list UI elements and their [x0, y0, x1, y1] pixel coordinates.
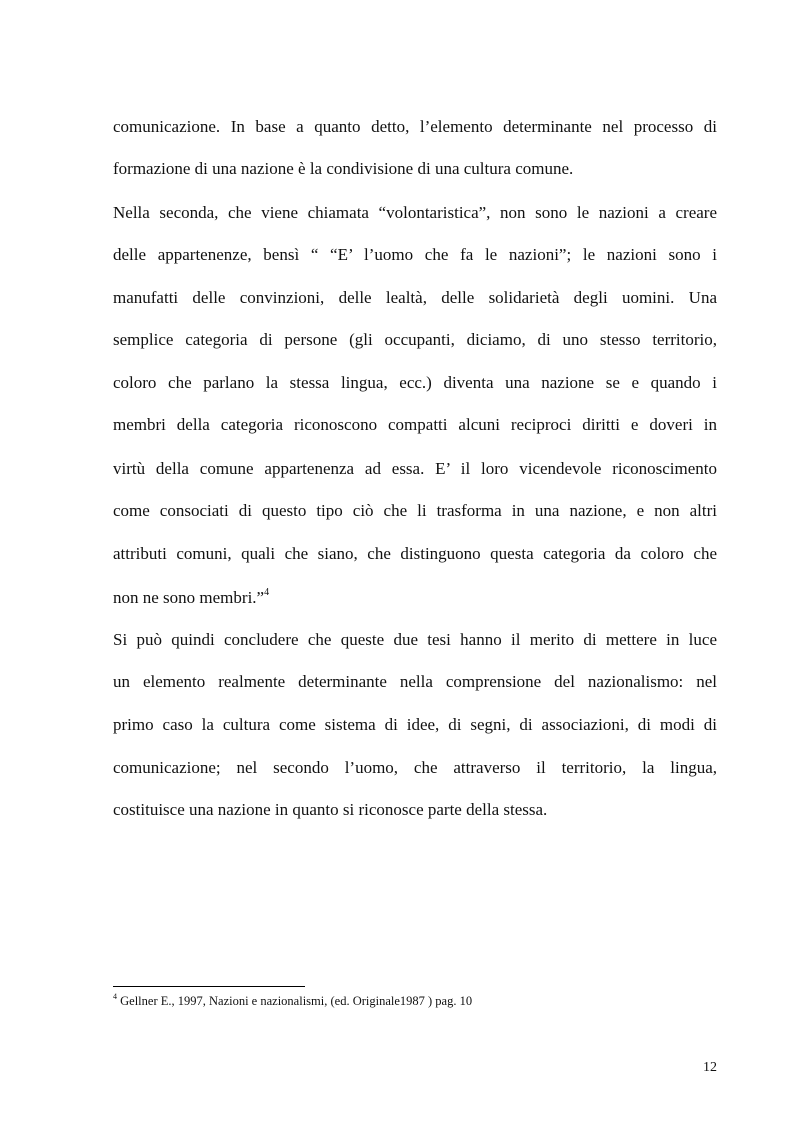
body-text-line: semplice categoria di persone (gli occupanti, diciamo, di uno stesso territorio,: [113, 330, 717, 349]
body-text-line: Si può quindi concludere che queste due tesi hanno il merito di mettere in luce: [113, 630, 717, 649]
body-text-line: Nella seconda, che viene chiamata “volontaristica”, non sono le nazioni a creare: [113, 203, 717, 222]
body-text-line: membri della categoria riconoscono compatti alcuni reciproci diritti e doveri in: [113, 415, 717, 434]
body-text-line: un elemento realmente determinante nella comprensione del nazionalismo: nel: [113, 672, 717, 691]
body-text-line: delle appartenenze, bensì “ “E’ l’uomo che fa le nazioni”; le nazioni sono i: [113, 245, 717, 264]
page-number: 12: [703, 1060, 717, 1075]
footnote-separator: [113, 986, 305, 987]
body-text-line: manufatti delle convinzioni, delle lealtà, delle solidarietà degli uomini. Una: [113, 288, 717, 307]
footnote-number: 4: [113, 991, 117, 1001]
footnote-reference[interactable]: 4: [264, 587, 270, 599]
body-text-line: virtù della comune appartenenza ad essa. E’ il loro vicendevole riconoscimento: [113, 459, 717, 478]
body-text-line-with-footnote-ref: [113, 587, 717, 609]
body-text-line: formazione di una nazione è la condivisione di una cultura comune.: [113, 159, 574, 178]
body-text-line: comunicazione. In base a quanto detto, l’elemento determinante nel processo di: [113, 117, 717, 136]
body-text-line: attributi comuni, quali che siano, che distinguono questa categoria da coloro che: [113, 544, 717, 563]
body-text-line: coloro che parlano la stessa lingua, ecc.) diventa una nazione se e quando i: [113, 373, 717, 392]
body-text-line: come consociati di questo tipo ciò che li trasforma in una nazione, e non altri: [113, 501, 717, 520]
body-text-line: primo caso la cultura come sistema di idee, di segni, di associazioni, di modi di: [113, 715, 717, 734]
body-text-line: comunicazione; nel secondo l’uomo, che attraverso il territorio, la lingua,: [113, 758, 717, 777]
footnote: [113, 993, 472, 1009]
footnote-text: Gellner E., 1997, Nazioni e nazionalismi, (ed. Originale1987 ) pag. 10: [117, 994, 473, 1008]
body-text-line: costituisce una nazione in quanto si riconosce parte della stessa.: [113, 800, 548, 819]
body-text-segment: non ne sono membri.”: [113, 588, 265, 607]
